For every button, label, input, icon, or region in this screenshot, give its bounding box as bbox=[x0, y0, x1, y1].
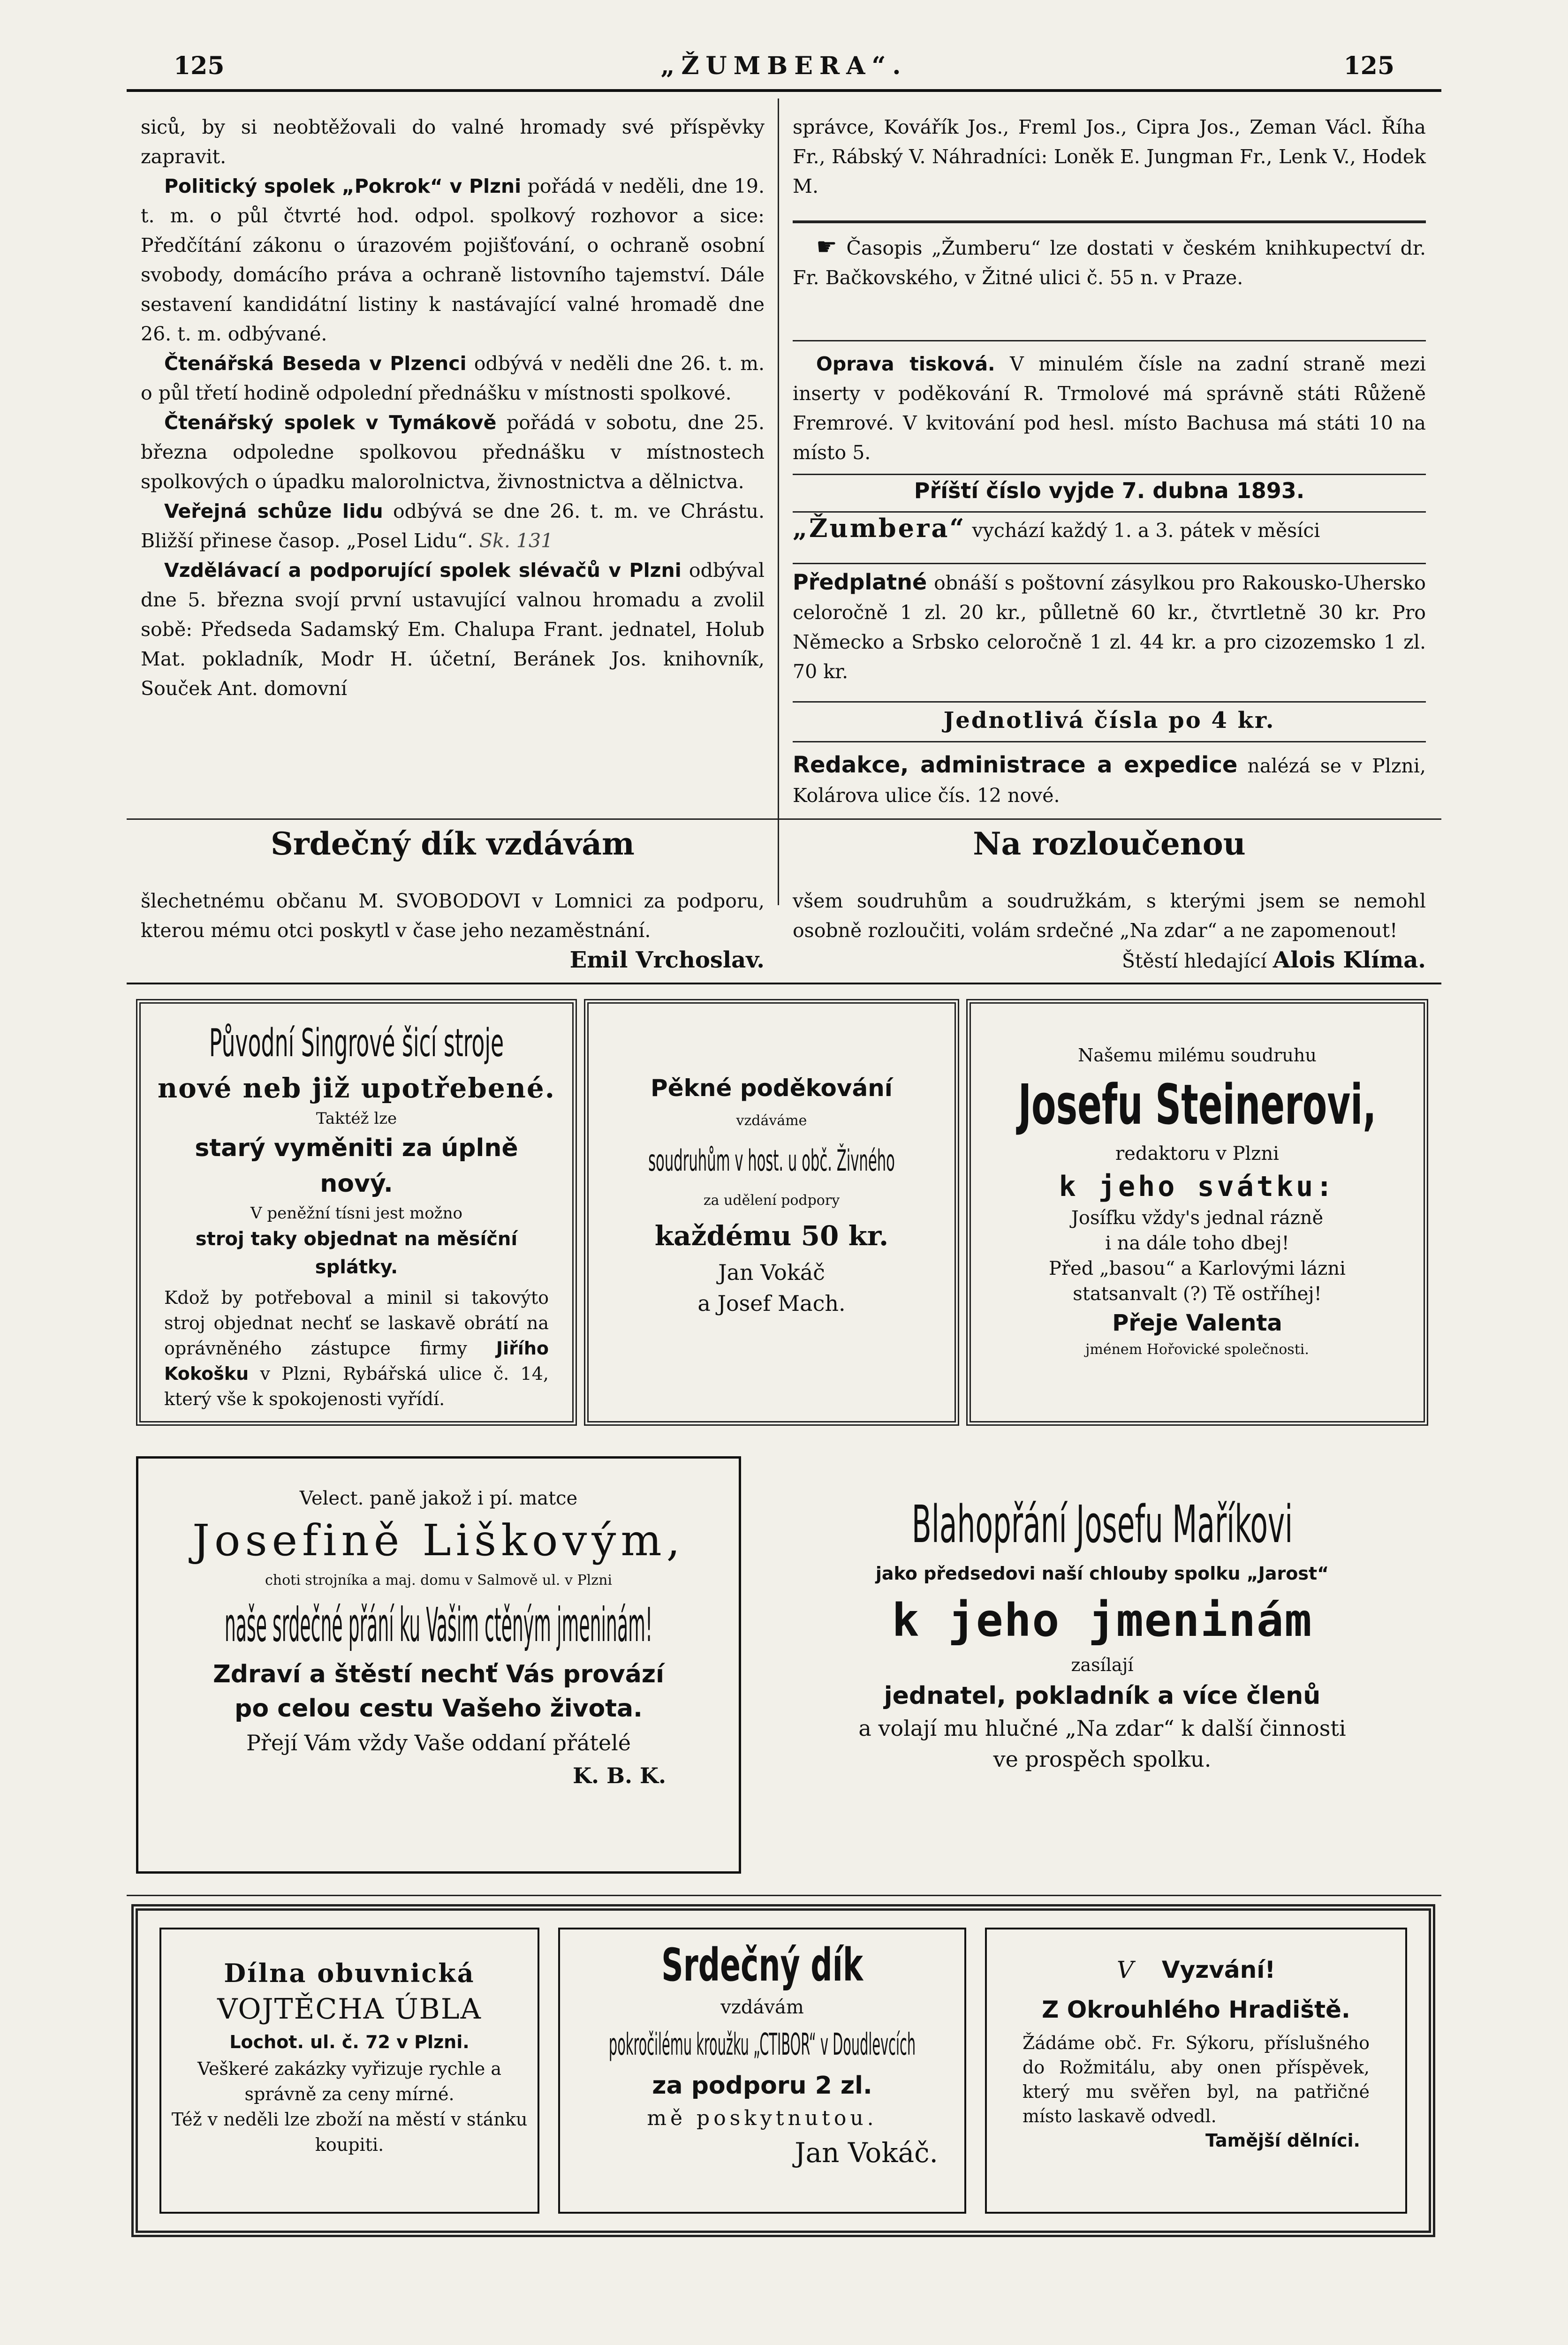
right-oprava bbox=[793, 349, 1426, 468]
ad-steiner-l1: Našemu milému soudruhu bbox=[1078, 1045, 1317, 1066]
ad-liskovi-l7: Přejí Vám vždy Vaše oddaní přátelé bbox=[246, 1730, 631, 1755]
ad-singer-l4: starý vyměniti za úplně nový. bbox=[195, 1134, 518, 1198]
ad-ubl-l5: Též v neděli lze zboží na městí v stánku koupiti. bbox=[171, 2109, 528, 2155]
ad-liskovi bbox=[145, 1484, 732, 1792]
thanks-signature: Emil Vrchoslav. bbox=[569, 947, 765, 973]
ad-steiner bbox=[985, 1041, 1409, 1360]
text-slevacu: odbýval dne 5. března svojí první ustavující valnou hromadu a zvolil sobě: Předseda Sadamský Em. Chalupa Frant. jednatel, Holub Mat. pokladník, Modr H. účetní, Beránek Jos. knihovník, Souček Ant. domovní bbox=[141, 559, 765, 700]
lead-redakce: Redakce, administrace a expedice bbox=[793, 752, 1238, 778]
editorial-office bbox=[793, 750, 1426, 810]
lead-oprava: Oprava tisková. bbox=[816, 353, 995, 375]
ad-singer-l7: Kdož by potřeboval a minil si takovýto stroj objednat nechť se laskavě obrátí na oprávněného zástupce firmy bbox=[164, 1287, 549, 1359]
ad-podekovani-l2: vzdáváme bbox=[736, 1112, 807, 1129]
paragraph-oprava bbox=[793, 349, 1426, 468]
ad-marik-l6: a volají mu hlučné „Na zdar“ k další činnosti bbox=[858, 1716, 1346, 1741]
text-schuze: odbývá se dne 26. t. m. ve Chrástu. Bližší přinese časop. „Posel Lidu“. bbox=[141, 500, 765, 552]
ad-vyzvani-head bbox=[999, 1951, 1393, 1989]
publication-note bbox=[793, 514, 1426, 545]
farewell-signature: Alois Klíma. bbox=[1273, 947, 1426, 973]
text-casopis: Časopis „Žumberu“ lze dostati v českém knihkupectví dr. Fr. Bačkovského, v Žitné ulici č. 55 n. v Praze. bbox=[793, 237, 1426, 289]
paragraph-slevacu bbox=[141, 556, 765, 704]
lead-plzenec: Čtenářská Beseda v Plzenci bbox=[164, 352, 467, 375]
ad-vyzvani-l2: Z Okrouhlého Hradiště. bbox=[1042, 1996, 1350, 2023]
ad-ctibor-l6: Jan Vokáč. bbox=[795, 2137, 938, 2169]
ad-podekovani-title: Pěkné poděkování bbox=[651, 1074, 893, 1102]
rule bbox=[793, 474, 1426, 475]
ad-steiner-l10: jménem Hořovické společnosti. bbox=[1085, 1341, 1309, 1358]
ad-liskovi-l4: naše srdečné přání ku Vašim ctěným jmeninám! bbox=[224, 1597, 653, 1652]
ad-marik-l2: jako předsedovi naší chlouby spolku „Jarost“ bbox=[875, 1563, 1329, 1584]
lead-zumbera: „Žumbera“ bbox=[793, 513, 966, 543]
right-notice bbox=[793, 232, 1426, 293]
ad-steiner-name: Josefu Steinerovi, bbox=[1018, 1072, 1377, 1137]
ad-podekovani-l3: soudruhům v host. u obč. Živného bbox=[648, 1143, 895, 1178]
text-pub: vychází každý 1. a 3. pátek v měsíci bbox=[972, 519, 1320, 542]
ad-liskovi-l8: K. B. K. bbox=[573, 1763, 666, 1788]
ad-liskovi-l1: Velect. paně jakož i pí. matce bbox=[299, 1488, 578, 1509]
ad-singer-l9: v Plzni, Rybářská ulice č. 14, který vše k spokojenosti vyřídí. bbox=[164, 1363, 549, 1409]
ad-steiner-l4: k jeho svátku: bbox=[1059, 1170, 1336, 1203]
lead-schuze: Veřejná schůze lidu bbox=[164, 500, 383, 522]
ad-ctibor-l4: za podporu 2 zl. bbox=[652, 2072, 872, 2100]
paragraph-schuze bbox=[141, 497, 765, 556]
ad-ctibor-l3: pokročilému kroužku „CTIBOR“ v Doudlevcích bbox=[608, 2027, 916, 2062]
ad-steiner-l8: statsanvalt (?) Tě ostříhej! bbox=[1073, 1283, 1322, 1305]
ad-singer-l5: V peněžní tísni jest možno bbox=[250, 1204, 462, 1223]
ad-vyzvani bbox=[999, 1951, 1393, 2153]
ad-podekovani bbox=[605, 1069, 938, 1319]
ad-steiner-l6: i na dále toho dbej! bbox=[1105, 1233, 1289, 1254]
thanks-text: šlechetnému občanu M. SVOBODOVI v Lomnici za podporu, kterou mému otci poskytl v čase jeho nezaměstnání. bbox=[141, 890, 765, 942]
ad-ubl-name: VOJTĚCHA ÚBLA bbox=[217, 1993, 482, 2026]
ad-ubl-l4: Veškeré zakázky vyřizuje rychle a správně za ceny mírné. bbox=[197, 2058, 501, 2104]
ad-steiner-l3: redaktoru v Plzni bbox=[1115, 1143, 1279, 1165]
text-predplatne: obnáší s poštovní zásylkou pro Rakousko-Uhersko celoročně 1 zl. 20 kr., půlletně 60 kr., čtvrtletně 30 kr. Pro Německo a Srbsko celoročně 1 zl. 44 kr. a pro cizozemsko 1 zl. 70 kr. bbox=[793, 572, 1426, 683]
farewell-title: Na rozloučenou bbox=[973, 825, 1246, 862]
ad-liskovi-l5: Zdraví a štěstí nechť Vás provází bbox=[213, 1660, 664, 1688]
paragraph-spravce: správce, Kovářík Jos., Freml Jos., Cipra Jos., Zeman Václ. Říha Fr., Rábský V. Náhradníci: Loněk E. Jungman Fr., Lenk V., Hodek M. bbox=[793, 116, 1426, 197]
subscription bbox=[793, 567, 1426, 687]
ad-marik-l3: k jeho jmeninám bbox=[892, 1594, 1313, 1647]
section-rule bbox=[127, 983, 1441, 984]
farewell-sign-pre: Štěstí hledající bbox=[1121, 950, 1267, 972]
rule bbox=[793, 741, 1426, 742]
ad-singer-l6: stroj taky objednat na měsíční splátky. bbox=[195, 1228, 518, 1278]
section-rule bbox=[127, 818, 1441, 820]
ad-podekovani-l7: a Josef Mach. bbox=[697, 1291, 846, 1316]
rule bbox=[793, 340, 1426, 341]
ad-ubl-l1: Dílna obuvnická bbox=[224, 1958, 475, 1988]
text-redakce: nalézá se v Plzni, Kolárova ulice čís. 12 nové. bbox=[793, 755, 1426, 807]
ad-podekovani-l4: za udělení podpory bbox=[703, 1192, 840, 1209]
ad-singer-l3: Taktéž lze bbox=[316, 1109, 397, 1128]
text-oprava: V minulém čísle na zadní straně mezi inserty v poděkování R. Trmolové má správně státi Růženě Fremrové. V kvitování pod hesl. místo Bachusa má státi 10 na místo 5. bbox=[793, 353, 1426, 464]
rule bbox=[793, 563, 1426, 564]
lead-tymakov: Čtenářský spolek v Tymákově bbox=[164, 411, 497, 434]
paragraph-pokrok bbox=[141, 172, 765, 349]
lead-slevacu: Vzdělávací a podporující spolek slévačů v Plzni bbox=[164, 559, 682, 582]
page-number-left: 125 bbox=[174, 52, 225, 80]
ad-singer-body bbox=[164, 1285, 549, 1412]
paragraph-1: siců, by si neobtěžovali do valné hromady své příspěvky zapravit. bbox=[141, 116, 765, 168]
newspaper-title: „ŽUMBERA“. bbox=[660, 52, 908, 80]
farewell-body bbox=[793, 886, 1426, 976]
ad-marik-l5: jednatel, pokladník a více členů bbox=[884, 1682, 1321, 1710]
section-rule bbox=[127, 1895, 1441, 1896]
thanks-body bbox=[141, 886, 765, 975]
text-pokrok: pořádá v neděli, dne 19. t. m. o půl čtvrté hod. odpol. spolkový rozhovor a sice: Předčítání zákonu o úrazovém pojišťování, o ochraně osobní svobody, domácího práva a ochraně listovního tajemství. Dále sestavení kandidátní listiny k nastávající valné hromadě dne 26. t. m. odbývané. bbox=[141, 175, 765, 345]
ad-singer-l8: Jiřího Kokošku bbox=[164, 1338, 549, 1384]
ad-podekovani-l5: každému 50 kr. bbox=[654, 1220, 889, 1252]
rule bbox=[793, 511, 1426, 513]
ad-vyzvani-l4: Tamější dělníci. bbox=[1205, 2130, 1360, 2151]
ad-liskovi-l6: po celou cestu Vašeho života. bbox=[235, 1694, 643, 1723]
ad-ubl bbox=[169, 1956, 530, 2157]
ad-ctibor bbox=[568, 1937, 957, 2171]
page-header bbox=[155, 47, 1413, 89]
ad-vyzvani-l3: Žádáme obč. Fr. Sýkoru, příslušného do Rožmitálu, aby onen příspěvek, který mu svěřen byl, na patřičné místo laskavě odvedl. bbox=[1023, 2033, 1370, 2126]
ad-ctibor-l2: vzdávám bbox=[720, 1997, 804, 2018]
rule bbox=[793, 701, 1426, 703]
ad-liskovi-name: Josefině Liškovým, bbox=[192, 1515, 685, 1566]
text-plzenec: odbývá v neděli dne 26. t. m. o půl třetí hodině odpolední přednášku v místnosti spolkové. bbox=[141, 352, 765, 404]
farewell-sign-line bbox=[793, 946, 1426, 976]
ad-marik-l4: zasílají bbox=[1071, 1655, 1134, 1675]
left-column bbox=[141, 113, 765, 704]
ad-steiner-l5: Josífku vždy's jednal rázně bbox=[1071, 1207, 1324, 1229]
ad-liskovi-l3: choti strojníka a maj. domu v Salmově ul. v Plzni bbox=[265, 1572, 612, 1589]
ad-singer-title: Původní Singrové šicí stroje bbox=[209, 1021, 504, 1066]
ad-singer-l2: nové neb již upotřebené. bbox=[158, 1072, 555, 1104]
column-divider bbox=[778, 98, 779, 905]
rule bbox=[793, 220, 1426, 223]
ad-ctibor-l5: mě poskytnutou. bbox=[647, 2106, 878, 2130]
paragraph-plzenec bbox=[141, 349, 765, 408]
ad-podekovani-l6: Jan Vokáč bbox=[718, 1260, 825, 1285]
ad-marik bbox=[779, 1491, 1426, 1775]
lead-pokrok: Politický spolek „Pokrok“ v Plzni bbox=[164, 175, 522, 197]
handwritten-note: Sk. 131 bbox=[479, 530, 553, 552]
ad-marik-l7: ve prospěch spolku. bbox=[993, 1747, 1212, 1772]
lead-predplatne: Předplatné bbox=[793, 569, 927, 595]
single-price: Jednotlivá čísla po 4 kr. bbox=[943, 707, 1275, 734]
paragraph-tymakov bbox=[141, 408, 765, 497]
right-column bbox=[793, 113, 1426, 201]
ad-marik-title: Blahopřání Josefu Maříkovi bbox=[911, 1494, 1293, 1554]
ad-singer bbox=[155, 1018, 558, 1412]
header-rule bbox=[127, 89, 1441, 92]
ad-vyzvani-l1: Vyzvání! bbox=[1161, 1956, 1276, 1983]
ad-steiner-l9: Přeje Valenta bbox=[1112, 1310, 1282, 1336]
ad-ubl-l3: Lochot. ul. č. 72 v Plzni. bbox=[229, 2032, 470, 2052]
text-tymakov: pořádá v sobotu, dne 25. března odpoledne spolkovou přednášku v místnostech spolkových o úpadku malorolnictva, živnostnictva a dělnictva. bbox=[141, 411, 765, 493]
ad-vyzvani-mark: V bbox=[1116, 1956, 1134, 1983]
farewell-text: všem soudruhům a soudružkám, s kterými jsem se nemohl osobně rozloučiti, volám srdečné „Na zdar“ a ne zapomenout! bbox=[793, 890, 1426, 942]
next-issue: Příští číslo vyjde 7. dubna 1893. bbox=[914, 478, 1305, 503]
pointing-hand-icon: ☛ bbox=[816, 233, 837, 260]
paragraph-casopis bbox=[793, 232, 1426, 293]
page-number-right: 125 bbox=[1343, 52, 1394, 80]
ad-ctibor-title: Srdečný dík bbox=[661, 1939, 863, 1991]
thanks-title: Srdečný dík vzdávám bbox=[271, 825, 635, 862]
ad-steiner-l7: Před „basou“ a Karlovými lázni bbox=[1049, 1258, 1346, 1279]
